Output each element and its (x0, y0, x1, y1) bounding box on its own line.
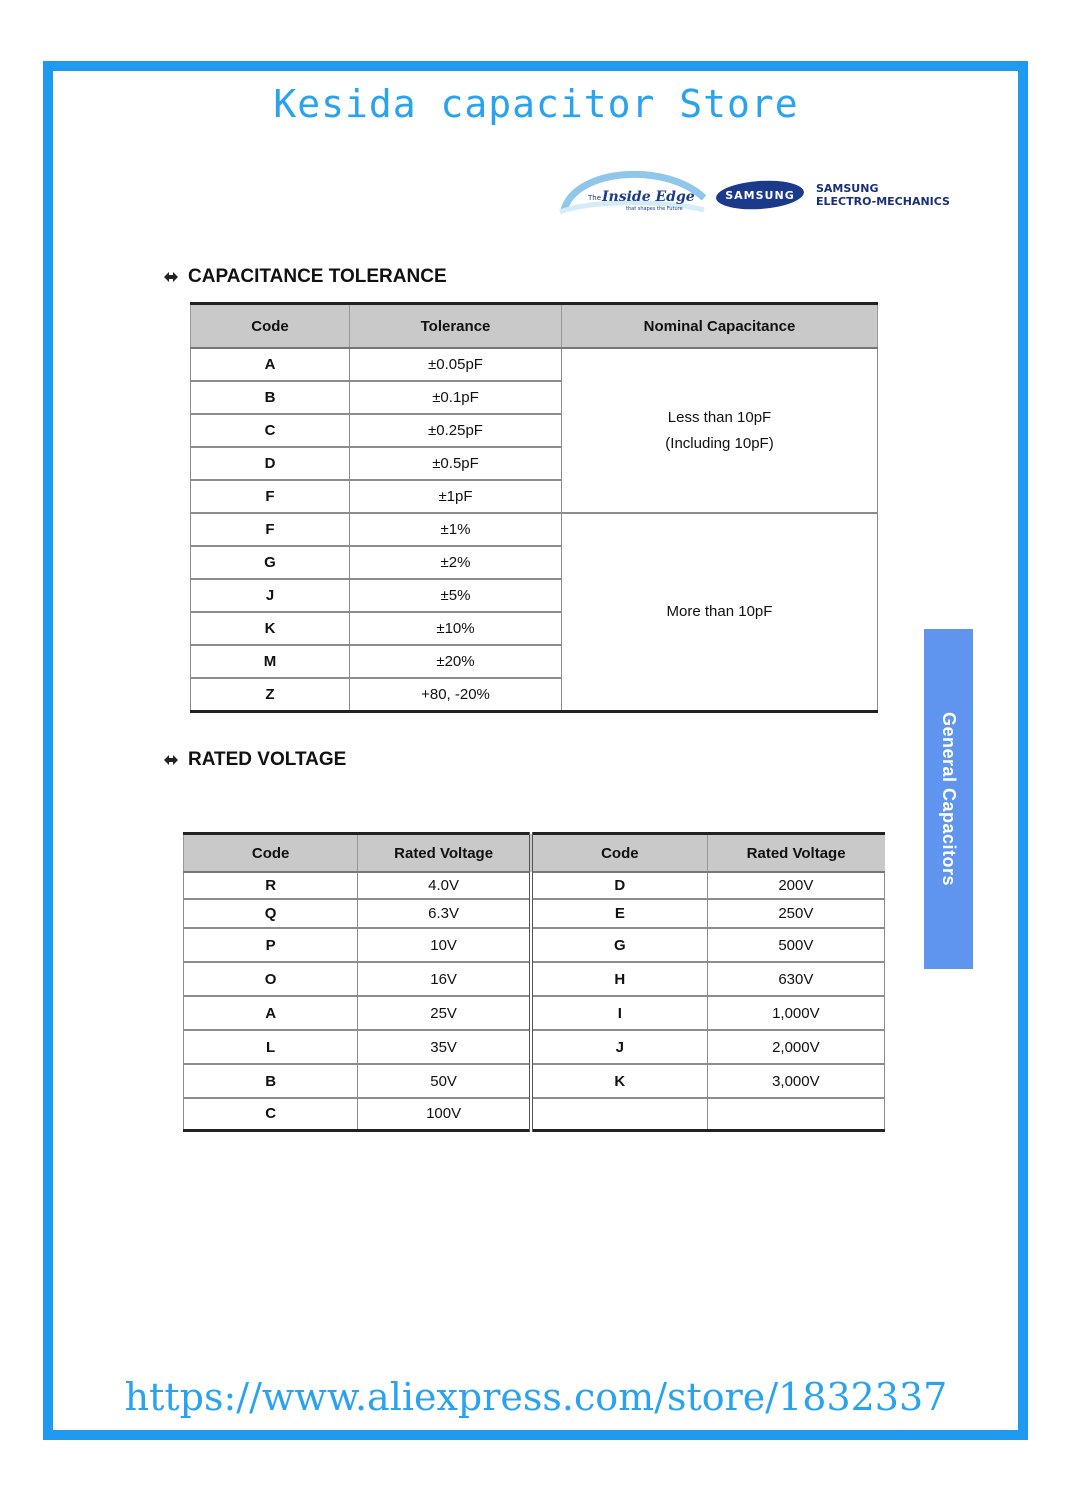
table-row (191, 348, 878, 381)
left-voltage-cell: 100V (358, 1098, 531, 1130)
right-voltage-cell (707, 1098, 884, 1130)
tolerance-cell: ±0.1pF (350, 381, 562, 414)
right-code-cell: J (531, 1030, 707, 1064)
tolerance-cell: +80, -20% (350, 678, 562, 712)
table-row (184, 962, 885, 996)
samsung-logo (716, 180, 804, 210)
table-row (184, 1030, 885, 1064)
tolerance-cell: ±1pF (350, 480, 562, 513)
right-code-cell: E (531, 899, 707, 928)
right-code-cell: K (531, 1064, 707, 1098)
capacitance-tolerance-title: CAPACITANCE TOLERANCE (188, 266, 447, 287)
left-code-cell: C (184, 1098, 358, 1130)
store-url: https://www.aliexpress.com/store/1832337 (124, 1375, 948, 1419)
table-row (184, 899, 885, 928)
left-code-cell: L (184, 1030, 358, 1064)
table-row (184, 872, 885, 899)
table-row (184, 928, 885, 962)
rated-voltage-table (183, 832, 885, 1132)
right-code-cell: G (531, 928, 707, 962)
semco-line1: SAMSUNG (816, 182, 879, 195)
right-voltage-cell: 2,000V (707, 1030, 884, 1064)
inside-edge-logo (556, 164, 706, 216)
code-cell: F (191, 513, 350, 546)
code-cell: M (191, 645, 350, 678)
tolerance-cell: ±0.5pF (350, 447, 562, 480)
right-voltage-cell: 1,000V (707, 996, 884, 1030)
table-row (184, 1098, 885, 1130)
left-code-cell: A (184, 996, 358, 1030)
samsung-oval-text: SAMSUNG (725, 189, 795, 202)
code-cell: J (191, 579, 350, 612)
col-header-nominal: Nominal Capacitance (562, 304, 878, 349)
left-code-cell: P (184, 928, 358, 962)
col-header-voltage-right: Rated Voltage (707, 834, 884, 873)
tolerance-cell: ±10% (350, 612, 562, 645)
rated-voltage-title: RATED VOLTAGE (188, 749, 347, 770)
code-cell: F (191, 480, 350, 513)
tolerance-cell: ±0.25pF (350, 414, 562, 447)
capacitance-tolerance-heading (162, 266, 447, 288)
col-header-voltage-left: Rated Voltage (358, 834, 531, 873)
double-arrow-bullet-icon (162, 271, 180, 283)
inside-edge-text: Inside Edge (602, 189, 695, 205)
general-capacitors-side-tab (924, 629, 973, 969)
right-voltage-cell: 3,000V (707, 1064, 884, 1098)
double-arrow-bullet-icon (162, 754, 180, 766)
brand-logos (556, 164, 950, 216)
left-voltage-cell: 25V (358, 996, 531, 1030)
capacitance-tolerance-table (190, 302, 878, 713)
table-row (191, 513, 878, 546)
store-title: Kesida capacitor Store (273, 82, 799, 126)
right-code-cell (531, 1098, 707, 1130)
right-code-cell: D (531, 872, 707, 899)
left-code-cell: Q (184, 899, 358, 928)
table-header-row (184, 834, 885, 873)
left-voltage-cell: 6.3V (358, 899, 531, 928)
col-header-code-left: Code (184, 834, 358, 873)
right-voltage-cell: 250V (707, 899, 884, 928)
code-cell: D (191, 447, 350, 480)
left-code-cell: B (184, 1064, 358, 1098)
right-voltage-cell: 200V (707, 872, 884, 899)
rated-voltage-heading (162, 749, 346, 771)
inside-edge-prefix: The (588, 194, 602, 202)
right-voltage-cell: 630V (707, 962, 884, 996)
semco-text (816, 182, 950, 208)
col-header-code-right: Code (531, 834, 707, 873)
inside-edge-tagline: that shapes the Future (626, 206, 683, 212)
code-cell: Z (191, 678, 350, 712)
tolerance-cell: ±0.05pF (350, 348, 562, 381)
code-cell: K (191, 612, 350, 645)
tolerance-cell: ±20% (350, 645, 562, 678)
table-row (184, 1064, 885, 1098)
semco-line2: ELECTRO-MECHANICS (816, 195, 950, 208)
nominal-low-line2: (Including 10pF) (665, 434, 774, 452)
code-cell: A (191, 348, 350, 381)
nominal-low-line1: Less than 10pF (667, 408, 772, 426)
code-cell: G (191, 546, 350, 579)
nominal-high-cell: More than 10pF (562, 513, 878, 712)
left-voltage-cell: 10V (358, 928, 531, 962)
left-voltage-cell: 16V (358, 962, 531, 996)
table-row (184, 996, 885, 1030)
tolerance-cell: ±2% (350, 546, 562, 579)
left-code-cell: R (184, 872, 358, 899)
col-header-code: Code (191, 304, 350, 349)
tolerance-cell: ±1% (350, 513, 562, 546)
nominal-low-cell (562, 348, 878, 513)
side-tab-label: General Capacitors (939, 711, 959, 887)
right-code-cell: I (531, 996, 707, 1030)
code-cell: B (191, 381, 350, 414)
left-voltage-cell: 4.0V (358, 872, 531, 899)
right-voltage-cell: 500V (707, 928, 884, 962)
col-header-tolerance: Tolerance (350, 304, 562, 349)
left-voltage-cell: 35V (358, 1030, 531, 1064)
tolerance-cell: ±5% (350, 579, 562, 612)
left-code-cell: O (184, 962, 358, 996)
right-code-cell: H (531, 962, 707, 996)
table-header-row (191, 304, 878, 349)
code-cell: C (191, 414, 350, 447)
left-voltage-cell: 50V (358, 1064, 531, 1098)
